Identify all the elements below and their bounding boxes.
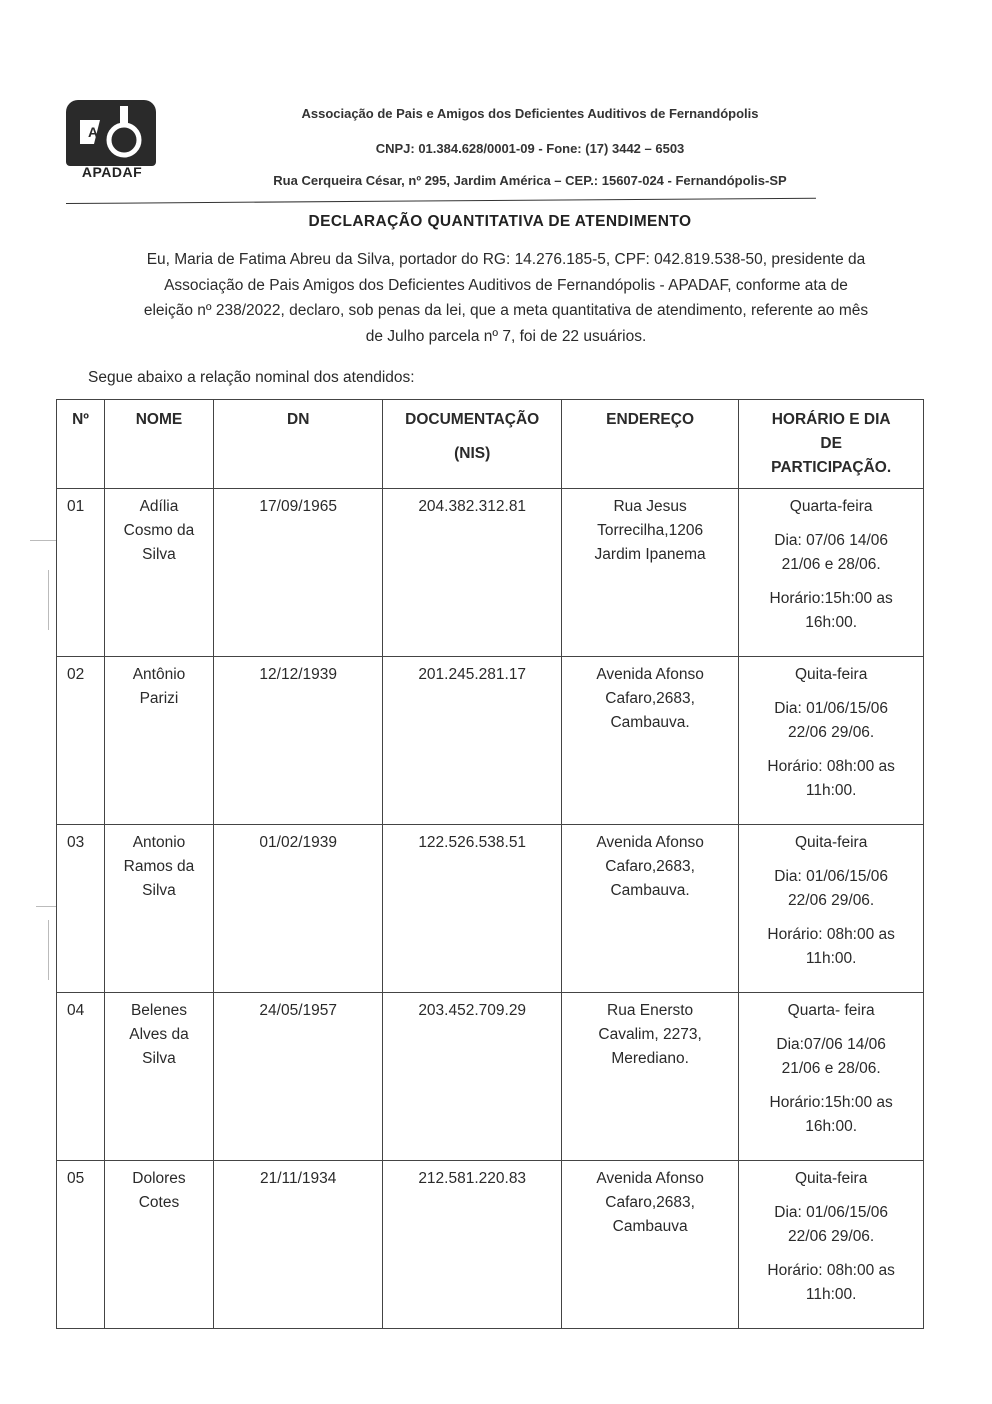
dates-line: 21/06 e 28/06. [781, 556, 881, 573]
cell-num [57, 489, 105, 657]
cell-nis [383, 1161, 561, 1329]
cell-nis [383, 489, 561, 657]
header-doc-line: (NIS) [454, 445, 491, 462]
cell-schedule [739, 657, 924, 825]
dates-line: Dia: 07/06 14/06 [774, 532, 889, 549]
address-line: Cafaro,2683, [605, 858, 695, 875]
table-row [57, 825, 924, 993]
address-line: Avenida Afonso [596, 1170, 704, 1187]
cell-nis [383, 993, 561, 1161]
scan-mark [30, 540, 56, 541]
header-horario-line: PARTICIPAÇÃO. [771, 459, 892, 476]
org-name: Associação de Pais e Amigos dos Deficientes Auditivos de Fernandópolis [301, 106, 759, 121]
birth-date: 21/11/1934 [259, 1170, 337, 1187]
dates-line: Dia:07/06 14/06 [776, 1036, 886, 1053]
weekday: Quita-feira [794, 834, 868, 851]
hours-line: Horário: 08h:00 as [767, 758, 895, 775]
hours-line: Horário:15h:00 as [769, 590, 893, 607]
table-row [57, 1161, 924, 1329]
name-line: Dolores [132, 1170, 186, 1187]
nis-number: 122.526.538.51 [418, 834, 527, 851]
address-line: Cafaro,2683, [605, 1194, 695, 1211]
attendees-table [56, 399, 924, 1329]
header-horario [739, 400, 924, 489]
address-line: Avenida Afonso [596, 834, 704, 851]
cell-dn [213, 993, 383, 1161]
header-horario-line: HORÁRIO E DIA [771, 411, 891, 428]
header-num: Nº [57, 400, 105, 489]
logo-emblem [66, 100, 156, 166]
dates-line: Dia: 01/06/15/06 [774, 700, 889, 717]
name-line: Adília [139, 498, 179, 515]
name-line: Cosmo da [123, 522, 195, 539]
cell-name [105, 1161, 214, 1329]
cell-address [561, 993, 738, 1161]
paragraph-line: Eu, Maria de Fatima Abreu da Silva, portador do RG: 14.276.185-5, CPF: 042.819.538-50, presidente da [146, 251, 866, 268]
name-line: Antônio [132, 666, 186, 683]
paragraph-line: de Julho parcela nº 7, foi de 22 usuários. [365, 327, 647, 345]
address-line: Cambauva. [610, 714, 690, 731]
cell-address [561, 657, 738, 825]
table-row [57, 657, 924, 825]
weekday: Quarta- feira [787, 1002, 875, 1019]
dates-line: 22/06 29/06. [788, 892, 875, 909]
hours-line: 11h:00. [805, 782, 857, 799]
address-line: Merediano. [611, 1050, 689, 1067]
row-number: 05 [67, 1170, 85, 1187]
name-line: Parizi [139, 690, 179, 707]
table-body [57, 489, 924, 1329]
cell-address [561, 825, 738, 993]
address-line: Cambauva [612, 1218, 688, 1235]
header-doc-line: DOCUMENTAÇÃO [405, 411, 540, 428]
weekday: Quita-feira [794, 1170, 868, 1187]
cell-nis [383, 657, 561, 825]
dates-line: 22/06 29/06. [788, 724, 875, 741]
cell-num [57, 1161, 105, 1329]
paragraph-line: Associação de Pais Amigos dos Deficientes Auditivos de Fernandópolis - APADAF, conforme ata de [164, 276, 848, 294]
cell-dn [213, 489, 383, 657]
hours-line: 11h:00. [805, 950, 857, 967]
birth-date: 17/09/1965 [259, 498, 337, 515]
table-header-row [57, 400, 924, 489]
cell-name [105, 825, 214, 993]
paragraph-line: eleição nº 238/2022, declaro, sob penas da lei, que a meta quantitativa de atendimento, referente ao mês [143, 302, 869, 319]
cell-schedule [739, 489, 924, 657]
address-line: Cafaro,2683, [605, 690, 695, 707]
weekday: Quita-feira [794, 666, 868, 683]
scan-mark [36, 906, 56, 907]
dates-line: Dia: 01/06/15/06 [774, 868, 889, 885]
cell-dn [213, 657, 383, 825]
cell-name [105, 657, 214, 825]
address-line: Jardim Ipanema [594, 546, 706, 563]
declaration-paragraph [78, 247, 934, 349]
table-row [57, 993, 924, 1161]
cell-num [57, 825, 105, 993]
name-line: Alves da [129, 1026, 189, 1043]
name-line: Silva [142, 546, 176, 563]
dates-line: 22/06 29/06. [788, 1228, 875, 1245]
cell-dn [213, 1161, 383, 1329]
address-line: Torrecilha,1206 [597, 522, 704, 539]
dates-line: 21/06 e 28/06. [781, 1060, 881, 1077]
cell-address [561, 489, 738, 657]
cell-num [57, 657, 105, 825]
address-line: Avenida Afonso [596, 666, 704, 683]
header-nome: NOME [105, 400, 214, 489]
hours-line: 16h:00. [805, 1118, 858, 1135]
scan-mark [48, 920, 49, 980]
cell-name [105, 993, 214, 1161]
cell-schedule [739, 993, 924, 1161]
header-endereco: ENDEREÇO [561, 400, 738, 489]
name-line: Silva [142, 1050, 176, 1067]
name-line: Cotes [138, 1194, 180, 1211]
row-number: 03 [67, 834, 85, 851]
cell-schedule [739, 825, 924, 993]
header-dn: DN [213, 400, 383, 489]
name-line: Ramos da [123, 858, 195, 875]
hours-line: Horário: 08h:00 as [767, 926, 895, 943]
name-line: Belenes [130, 1002, 187, 1019]
birth-date: 01/02/1939 [259, 834, 337, 851]
cell-schedule [739, 1161, 924, 1329]
cell-nis [383, 825, 561, 993]
header-documentacao [383, 400, 561, 489]
apadaf-logo [66, 100, 158, 184]
document-title: DECLARAÇÃO QUANTITATIVA DE ATENDIMENTO [308, 213, 692, 230]
scan-mark [48, 570, 49, 630]
hours-line: 16h:00. [805, 614, 858, 631]
ear-emblem-icon [66, 100, 156, 166]
hours-line: Horário:15h:00 as [769, 1094, 893, 1111]
name-line: Silva [142, 882, 176, 899]
nis-number: 212.581.220.83 [418, 1170, 527, 1187]
hours-line: Horário: 08h:00 as [767, 1262, 895, 1279]
nis-number: 201.245.281.17 [418, 666, 527, 683]
row-number: 01 [67, 498, 85, 515]
birth-date: 24/05/1957 [259, 1002, 337, 1019]
address-line: Rua Cerqueira César, nº 295, Jardim América – CEP.: 15607-024 - Fernandópolis-SP [273, 173, 787, 188]
address-line: Cavalim, 2273, [598, 1026, 702, 1043]
dates-line: Dia: 01/06/15/06 [774, 1204, 889, 1221]
hours-line: 11h:00. [805, 1286, 857, 1303]
header-divider [66, 198, 816, 204]
cell-address [561, 1161, 738, 1329]
header-horario-line: DE [820, 435, 842, 452]
cnpj-line: CNPJ: 01.384.628/0001-09 - Fone: (17) 3442 – 6503 [375, 141, 685, 156]
name-line: Antonio [132, 834, 186, 851]
nis-number: 204.382.312.81 [418, 498, 527, 515]
intro-text: Segue abaixo a relação nominal dos atendidos: [88, 369, 415, 386]
address-line: Cambauva. [610, 882, 690, 899]
row-number: 02 [67, 666, 85, 683]
logo-text: APADAF [81, 164, 143, 180]
row-number: 04 [67, 1002, 85, 1019]
birth-date: 12/12/1939 [259, 666, 337, 683]
cell-num [57, 993, 105, 1161]
address-line: Rua Jesus [613, 498, 687, 515]
nis-number: 203.452.709.29 [418, 1002, 527, 1019]
cell-dn [213, 825, 383, 993]
table-row [57, 489, 924, 657]
address-line: Rua Enersto [607, 1002, 694, 1019]
weekday: Quarta-feira [789, 498, 873, 515]
cell-name [105, 489, 214, 657]
svg-text:A: A [88, 124, 99, 140]
